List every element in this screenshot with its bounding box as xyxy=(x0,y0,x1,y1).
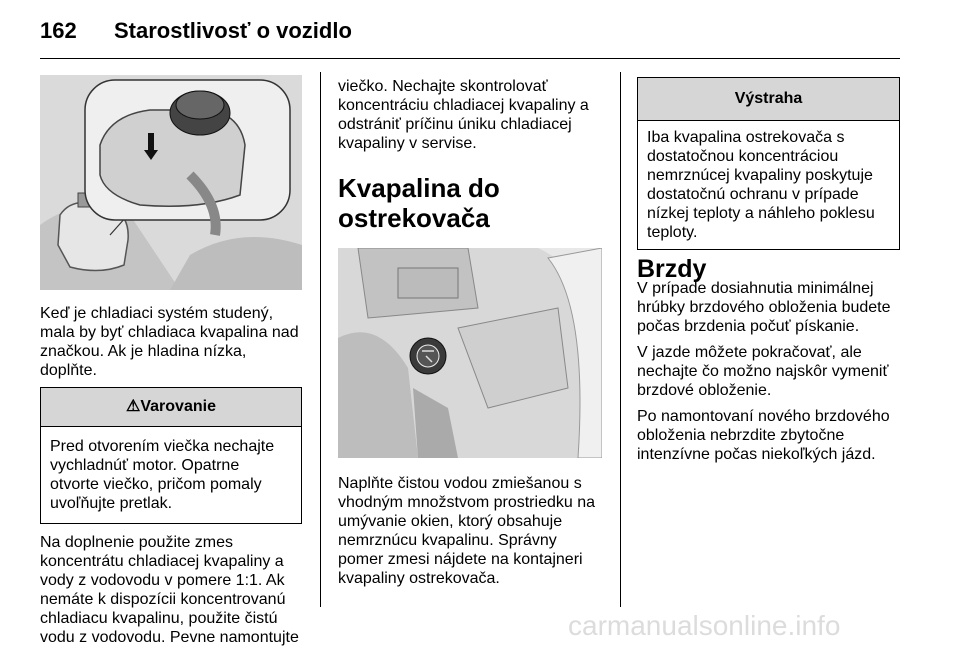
washer-fluid-heading: Kvapalina do ostrekovača xyxy=(338,173,500,233)
warning-title-text: Varovanie xyxy=(140,398,216,415)
washer-fluid-illustration xyxy=(338,248,602,458)
column-divider xyxy=(620,72,621,607)
column-2 xyxy=(338,77,602,588)
brakes-paragraph-1: V prípade dosiahnutia minimálnej hrúbky brzdového obloženia budete počas brzdenia počuť pískanie. xyxy=(637,280,891,335)
warning-title xyxy=(41,388,301,427)
washer-fluid-drawing xyxy=(338,248,602,458)
coolant-paragraph-2: Na doplnenie použite zmes koncentrátu chladiacej kvapaliny a vody z vodovodu v pomere 1:1. Ak nemáte k dispozícii koncentrovanú chladiacu kvapalinu, použite čistú vodu z vodovodu. Pevne namontujte xyxy=(40,534,299,646)
coolant-paragraph-1: Keď je chladiaci systém studený, mala by byť chladiaca kvapalina nad značkou. Ak je hladina nízka, doplňte. xyxy=(40,305,299,379)
page-header xyxy=(40,18,352,44)
caution-body: Iba kvapalina ostrekovača s dostatočnou koncentráciou nemrznúcej kvapaliny poskytuje dostatočnú ochranu v prípade nízkej teploty a náhleho poklesu teploty. xyxy=(647,129,875,241)
column-1 xyxy=(40,75,302,647)
column-divider xyxy=(320,72,321,607)
coolant-paragraph-3: viečko. Nechajte skontrolovať koncentráciu chladiacej kvapaliny a odstrániť príčinu úniku chladiacej kvapaliny v servise. xyxy=(338,78,589,152)
brakes-heading: Brzdy xyxy=(637,255,707,283)
page-title: Starostlivosť o vozidlo xyxy=(114,18,352,43)
brakes-paragraph-3: Po namontovaní nového brzdového obloženia nebrzdite zbytočne intenzívne počas niekoľkých jázd. xyxy=(637,408,890,463)
caution-box xyxy=(637,77,900,250)
warning-box xyxy=(40,387,302,524)
header-rule xyxy=(40,58,900,59)
washer-fluid-paragraph: Naplňte čistou vodou zmiešanou s vhodným množstvom prostriedku na umývanie okien, ktorý obsahuje nemrznúcu kvapalinu. Správny pomer zmesi nájdete na kontajneri kvapaliny ostrekovača. xyxy=(338,475,595,587)
column-3 xyxy=(637,77,900,464)
warning-icon: ⚠ xyxy=(126,398,141,415)
warning-body: Pred otvorením viečka nechajte vychladnúť motor. Opatrne otvorte viečko, pričom pomaly uvoľňujte pretlak. xyxy=(50,438,275,512)
brakes-paragraph-2: V jazde môžete pokračovať, ale nechajte čo možno najskôr vymeniť brzdové obloženie. xyxy=(637,344,889,399)
watermark: carmanualsonline.info xyxy=(568,610,841,641)
coolant-reservoir-illustration xyxy=(40,75,302,290)
caution-title: Výstraha xyxy=(638,78,899,121)
page-number: 162 xyxy=(40,18,77,43)
coolant-reservoir-drawing xyxy=(40,75,302,290)
